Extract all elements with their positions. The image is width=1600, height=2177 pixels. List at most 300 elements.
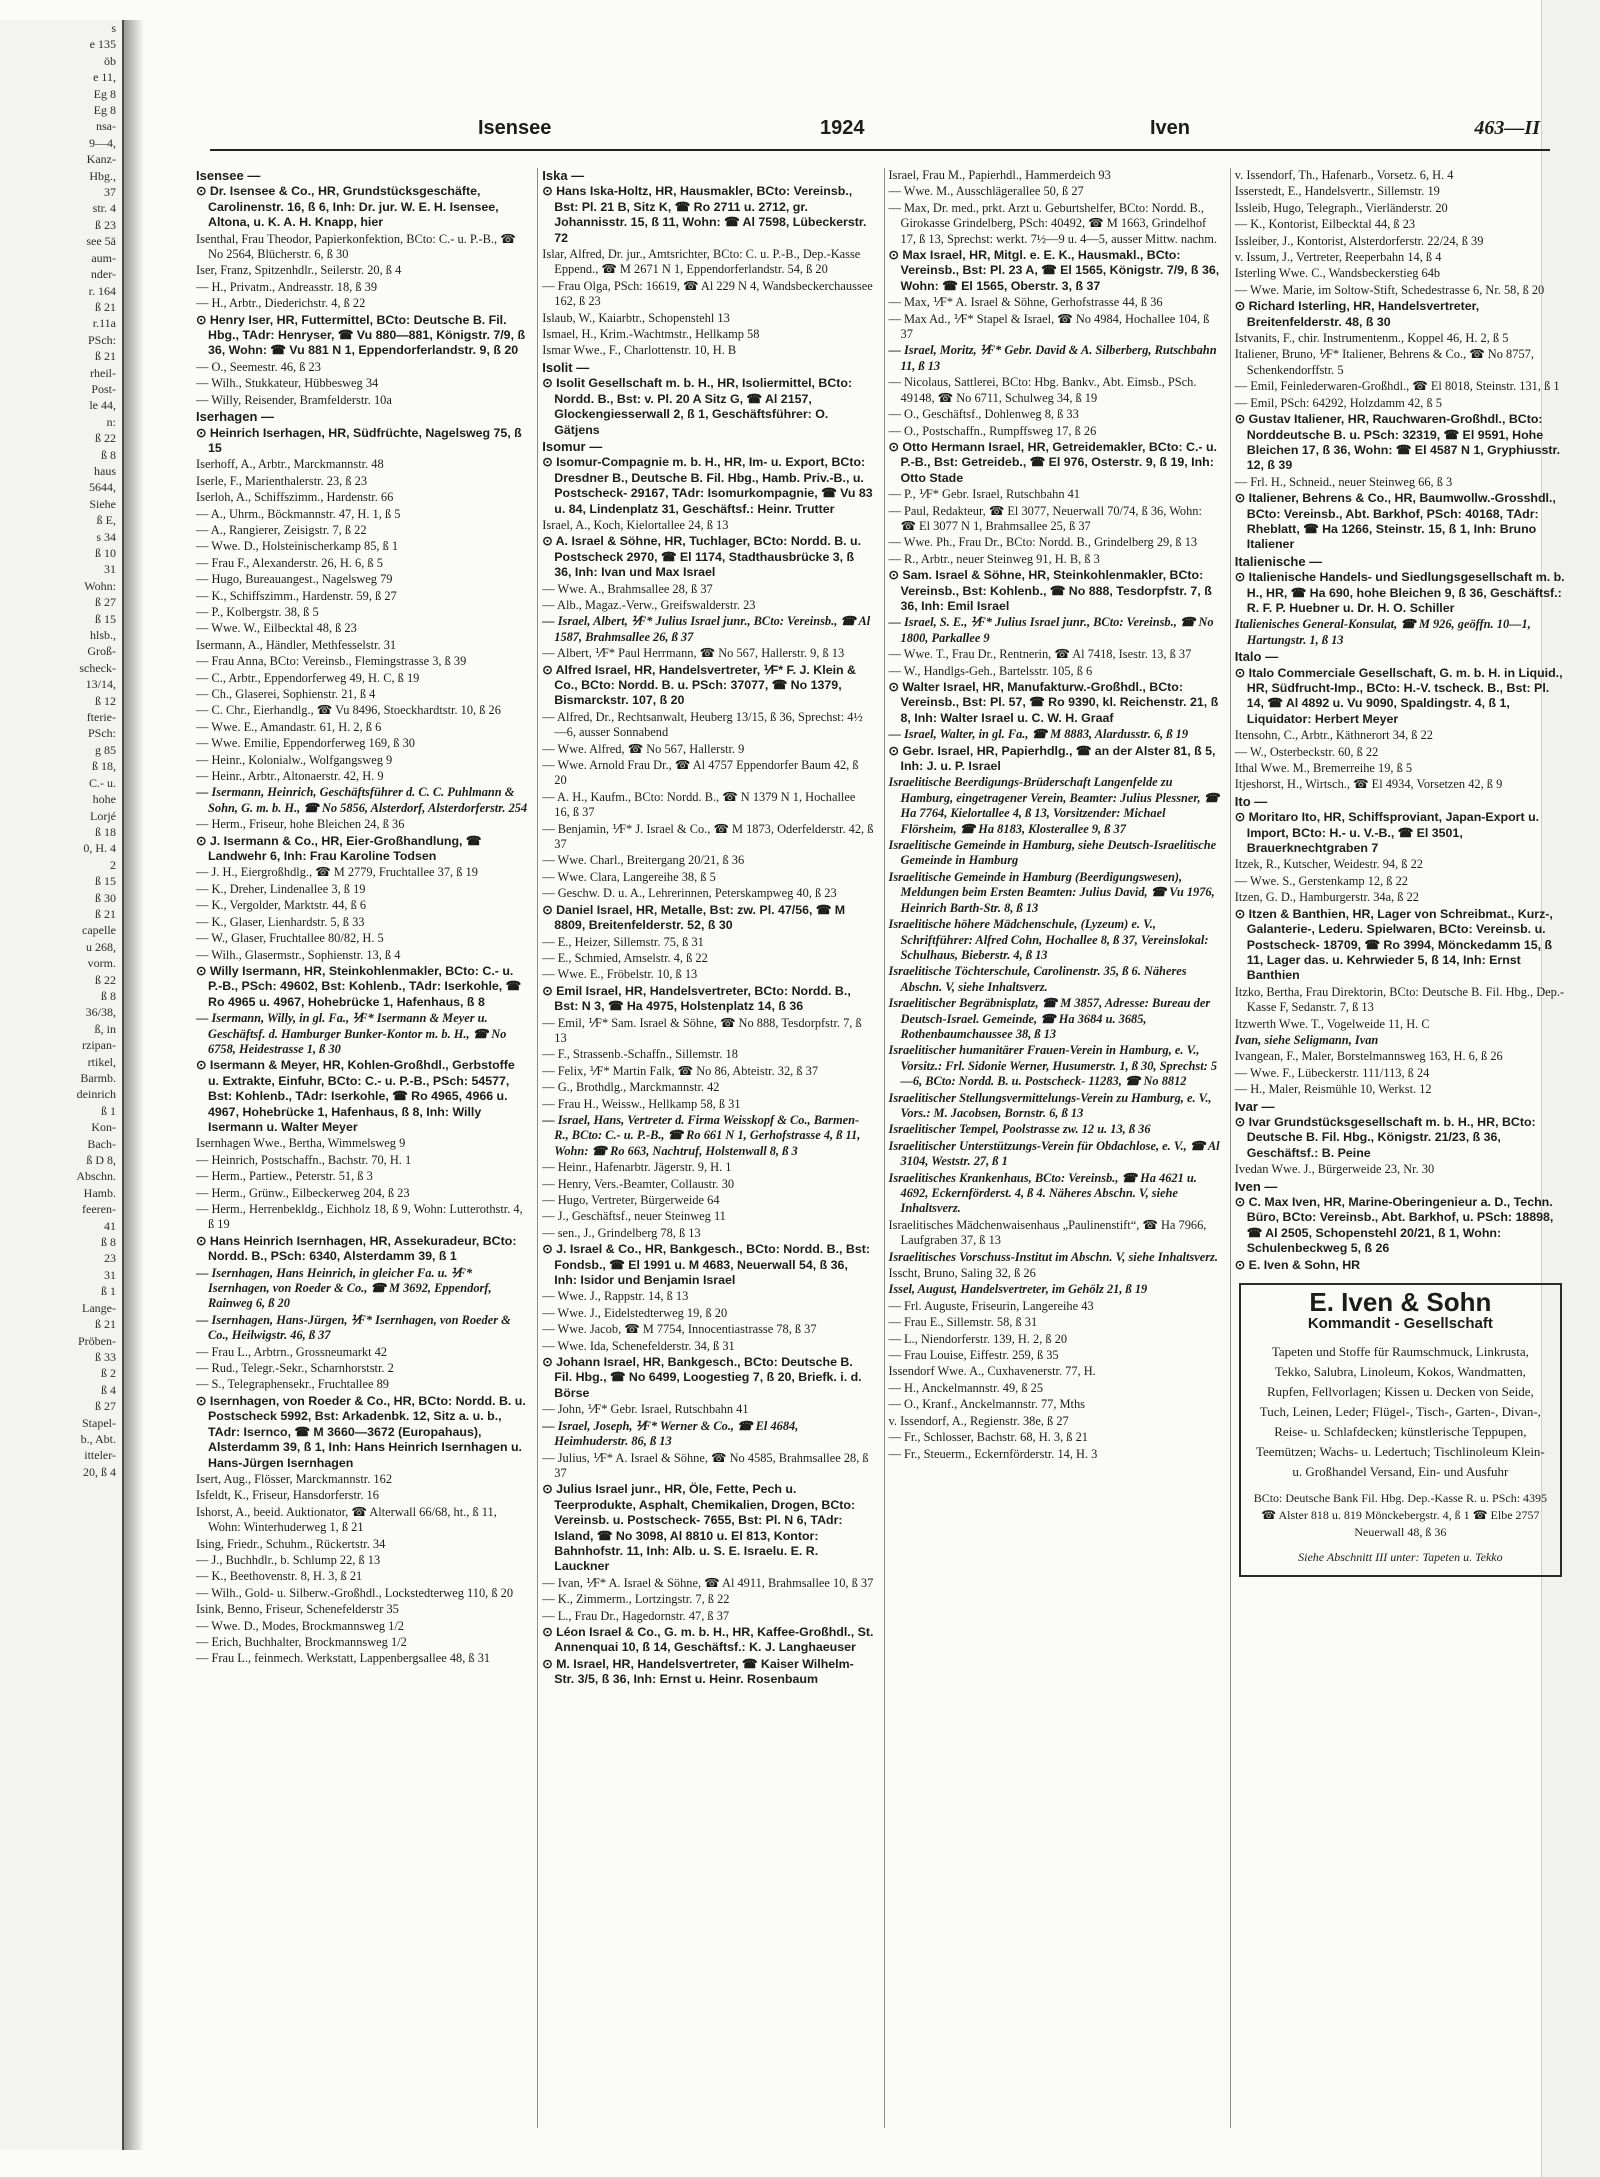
directory-entry: — Alb., Magaz.-Verw., Greifswalderstr. 23	[542, 597, 756, 612]
directory-entry: — J. H., Eiergroßhdlg., ☎ M 2779, Fruchtallee 37, ß 19	[196, 865, 478, 880]
directory-entry: — Israel, S. E., ⅟F* Julius Israel junr., BCto: Vereinsb., ☎ No 1800, Parkallee 9	[888, 615, 1214, 645]
directory-entry: ⊙ Italienische Handels- und Siedlungsgesellschaft m. b. H., HR, ☎ Ha 690, hohe Bleichen 9, ß 36, Geschäftsf.: R. F. P. Huebner u. Dr. H. O. Schiller	[1234, 570, 1565, 615]
directory-entry: Israelitisches Krankenhaus, BCto: Vereinsb., ☎ Ha 4621 u. 4692, Eckernförderst. 4, ß 4. Näheres Abschn. V, siehe Inhaltsverz.	[888, 1170, 1197, 1216]
directory-entry: ⊙ Isomur-Compagnie m. b. H., HR, Im- u. Export, BCto: Dresdner B., Deutsche B. Fil. Hbg., Hamb. Priv.-B., u. Postscheck- 29167, TAdr: Isomurkompagnie, ☎ Vu 83 u. 84, Lindenplatz 31, Geschäftsf.: Heinr. Trutter	[542, 455, 873, 516]
edge-fragment: Abschn.	[76, 1169, 116, 1184]
directory-entry: v. Issum, J., Vertreter, Reeperbahn 14, ß 4	[1234, 250, 1442, 265]
directory-entry: — Fr., Schlosser, Bachstr. 68, H. 3, ß 21	[888, 1430, 1088, 1445]
edge-fragment: ß 21	[95, 349, 116, 364]
directory-entry: Italienisches General-Konsulat, ☎ M 926, geöffn. 10—1, Hartungstr. 1, ß 13	[1234, 617, 1531, 647]
directory-entry: — H., Arbtr., Diederichstr. 4, ß 22	[196, 296, 366, 311]
directory-entry: — Frau L., Arbtrn., Grossneumarkt 42	[196, 1344, 387, 1359]
edge-fragment: Eg 8	[93, 86, 116, 101]
directory-entry: — J., Buchhdlr., b. Schlump 22, ß 13	[196, 1552, 381, 1567]
column-2	[537, 168, 873, 2128]
edge-fragment: deinrich	[76, 1087, 116, 1102]
directory-entry: ⊙ Hans Iska-Holtz, HR, Hausmakler, BCto: Vereinsb., Bst: Pl. 21 B, Sitz K, ☎ Ro 2711 u. 2712, gr. Johannisstr. 15, ß 11, Wohn: ☎ Al 7598, Lübeckerstr. 72	[542, 184, 867, 245]
directory-entry: Iser, Franz, Spitzenhdlr., Seilerstr. 20, ß 4	[196, 263, 402, 278]
directory-entry: Ithal Wwe. M., Bremerreihe 19, ß 5	[1234, 761, 1413, 776]
directory-entry: — Frl. H., Schneid., neuer Steinweg 66, ß 3	[1234, 474, 1453, 489]
edge-fragment: ß 1	[101, 1103, 116, 1118]
ad-note: Siehe Abschnitt III unter: Tapeten u. Tekko	[1298, 1549, 1503, 1564]
directory-entry: — C. Chr., Eierhandlg., ☎ Vu 8496, Stoeckhardtstr. 10, ß 26	[196, 703, 501, 718]
edge-fragment: Pröben-	[78, 1333, 116, 1348]
directory-entry: — Wilh., Stukkateur, Hübbesweg 34	[196, 376, 379, 391]
directory-entry: Itzen, G. D., Hamburgerstr. 34a, ß 22	[1234, 890, 1419, 905]
ad-contact: BCto: Deutsche Bank Fil. Hbg. Dep.-Kasse R. u. PSch: 4395 ☎ Alster 818 u. 819 Mönckebergstr. 4, ß 1 ☎ Elbe 2757 Neuerwall 48, ß 36	[1253, 1490, 1548, 1539]
directory-entry: — Wwe. Ph., Frau Dr., BCto: Nordd. B., Grindelberg 29, ß 13	[888, 535, 1198, 550]
directory-entry: — J., Geschäftsf., neuer Steinweg 11	[542, 1209, 726, 1224]
directory-entry: — Frau Olga, PSch: 16619, ☎ Al 229 N 4, Wandsbeckerchaussee 162, ß 23	[542, 278, 873, 309]
section-heading: Ivar —	[1234, 1098, 1275, 1114]
section-heading: Iserhagen —	[196, 409, 275, 425]
section-heading: Ito —	[1234, 793, 1268, 809]
directory-entry: — Erich, Buchhalter, Brockmannsweg 1/2	[196, 1634, 407, 1649]
edge-fragment: n:	[106, 414, 116, 429]
edge-fragment: str. 4	[92, 201, 116, 216]
header-year: 1924	[820, 117, 865, 139]
directory-entry: ⊙ Italiener, Behrens & Co., HR, Baumwollw.-Grosshdl., BCto: Vereinsb., Abt. Barkhof, PSch: 40168, TAdr: Rheblatt, ☎ Ha 1266, Steinstr. 15, ß 1, Inh: Bruno Italiener	[1234, 491, 1556, 552]
directory-entry: Israelitische Gemeinde in Hamburg, siehe Deutsch-Israelitische Gemeinde in Hamburg	[888, 838, 1217, 868]
directory-entry: — Heinr., Arbtr., Altonaerstr. 42, H. 9	[196, 769, 384, 784]
edge-fragment: 5644,	[89, 480, 116, 495]
edge-fragment: ß 27	[95, 595, 116, 610]
directory-entry: ⊙ Gustav Italiener, HR, Rauchwaren-Großhdl., BCto: Norddeutsche B. u. PSch: 32319, ☎ El 9591, Hohe Bleichen 17, ß 36, Wohn: ☎ El 4587 N 1, Gryphiusstr. 12, ß 39	[1234, 412, 1561, 473]
directory-entry: ⊙ Léon Israel & Co., G. m. b. H., HR, Kaffee-Großhdl., St. Annenquai 10, ß 14, Geschäftsf.: K. J. Langhaeuser	[542, 1624, 874, 1655]
directory-entry: Itjeshorst, H., Wirtsch., ☎ El 4934, Vorsetzen 42, ß 9	[1234, 777, 1503, 792]
directory-entry: — Hugo, Bureauangest., Nagelsweg 79	[196, 572, 393, 587]
directory-entry: — K., Glaser, Lienhardstr. 5, ß 33	[196, 914, 365, 929]
directory-entry: — Emil, ⅟F* Sam. Israel & Söhne, ☎ No 888, Tesdorpfstr. 7, ß 13	[542, 1015, 862, 1045]
edge-fragment: 31	[104, 1267, 116, 1282]
directory-entry: — Max Ad., ⅟F* Stapel & Israel, ☎ No 4984, Hochallee 104, ß 37	[888, 311, 1210, 342]
edge-fragment: Groß-	[87, 644, 116, 659]
directory-entry: — W., Handlgs-Geh., Bartelsstr. 105, ß 6	[888, 663, 1093, 678]
directory-entry: Iserle, F., Marienthalerstr. 23, ß 23	[196, 473, 368, 488]
directory-entry: Israelitische Töchterschule, Carolinenstr. 35, ß 6. Näheres Abschn. V, siehe Inhaltsverz.	[888, 964, 1187, 994]
directory-entry: ⊙ Italo Commerciale Gesellschaft, G. m. b. H. in Liquid., HR, Südfrucht-Imp., BCto: H.-V. tscheck. B., Bst: Pl. 14, ☎ Al 4892 u. Vu 9090, Spaldingstr. 4, ß 1, Liquidator: Herbert Meyer	[1234, 665, 1563, 726]
edge-fragment: ß 18	[95, 824, 116, 839]
directory-entry: — Wwe. T., Frau Dr., Rentnerin, ☎ Al 7418, Isestr. 13, ß 37	[888, 647, 1192, 662]
directory-entry: Isterling Wwe. C., Wandsbeckerstieg 64b	[1234, 266, 1441, 281]
edge-fragment: Eg 8	[93, 103, 116, 118]
directory-entry: — Frau H., Weissw., Hellkamp 58, ß 31	[542, 1096, 741, 1111]
directory-entry: Israelitischer Unterstützungs-Verein für Obdachlose, e. V., ☎ Al 3104, Weststr. 27, ß 1	[888, 1138, 1220, 1169]
binding-gutter	[124, 20, 144, 2150]
directory-entry: ⊙ Willy Isermann, HR, Steinkohlenmakler, BCto: C.- u. P.-B., PSch: 49602, Bst: Kohlenb., TAdr: Iserkohle, ☎ Ro 4965 u. 4967, Hohebrücke 1, Hafenhaus, ß 8	[196, 963, 522, 1009]
edge-fragment: 13/14,	[85, 677, 116, 692]
edge-fragment: ß 18,	[92, 759, 116, 774]
directory-entry: — Alfred, Dr., Rechtsanwalt, Heuberg 13/15, ß 36, Sprechst: 4½—6, ausser Sonnabend	[542, 709, 863, 740]
directory-entry: — Wwe. Charl., Breitergang 20/21, ß 36	[542, 853, 745, 868]
edge-fragment: hlsb.,	[89, 628, 116, 643]
edge-fragment: rzipan-	[82, 1038, 116, 1053]
directory-entry: Istvanits, F., chir. Instrumentenm., Koppel 46, H. 2, ß 5	[1234, 331, 1509, 346]
edge-fragment: ß 4	[101, 1382, 116, 1397]
ad-body: Tapeten und Stoffe für Raumschmuck, Linkrusta, Tekko, Salubra, Linoleum, Kokos, Wandmatten, Rupfen, Fellvorlagen; Kissen u. Decken von Seide, Tuch, Leinen, Leder; Flügel-, Tisch-, Garten-, Divan-, Reise- u. Schlafdecken; künstlerische Teppupen, Teemützen; Wachs- u. Ledertuch; Tischlinoleum Klein- u. Großhandel Versand, Ein- und Ausfuhr	[1255, 1343, 1545, 1479]
edge-fragment: ß 8	[101, 988, 116, 1003]
directory-entry: — Israel, Albert, ⅟F* Julius Israel junr., BCto: Vereinsb., ☎ Al 1587, Brahmsallee 26, ß 37	[542, 614, 871, 644]
column-4	[1230, 168, 1566, 2128]
directory-entry: ⊙ Sam. Israel & Söhne, HR, Steinkohlenmakler, BCto: Vereinsb., Bst: Kohlenb., ☎ No 888, Tesdorpfstr. 7, ß 36, Inh: Emil Israel	[888, 568, 1212, 613]
edge-fragment: g 85	[95, 742, 116, 757]
directory-entry: Itensohn, C., Arbtr., Käthnerort 34, ß 22	[1234, 728, 1433, 743]
directory-entry: — Wwe. D., Holsteinischerkamp 85, ß 1	[196, 539, 399, 554]
column-1	[196, 168, 527, 2128]
directory-entry: ⊙ Hans Heinrich Isernhagen, HR, Assekuradeur, BCto: Nordd. B., PSch: 6340, Alsterdamm 39, ß 1	[196, 1233, 517, 1264]
directory-entry: — Wwe. E., Amandastr. 61, H. 2, ß 6	[196, 719, 382, 734]
directory-entry: — Nicolaus, Sattlerei, BCto: Hbg. Bankv., Abt. Eimsb., PSch. 49148, ☎ No 6711, Schulweg 34, ß 19	[888, 375, 1197, 405]
directory-entry: — K., Vergolder, Marktstr. 44, ß 6	[196, 898, 367, 913]
directory-entry: — Benjamin, ⅟F* J. Israel & Co., ☎ M 1873, Oderfelderstr. 42, ß 37	[542, 821, 874, 852]
directory-entry: — O., Seemestr. 46, ß 23	[196, 359, 321, 374]
directory-entry: ⊙ Daniel Israel, HR, Metalle, Bst: zw. Pl. 47/56, ☎ M 8809, Breitenfelderstr. 52, ß 30	[542, 902, 846, 933]
directory-entry: Israelitisches Vorschuss-Institut im Abschn. V, siehe Inhaltsverz.	[888, 1249, 1218, 1264]
directory-entry: — Israel, Walter, in gl. Fa., ☎ M 8883, Alardusstr. 6, ß 19	[888, 727, 1189, 742]
edge-fragment: b., Abt.	[80, 1431, 116, 1446]
directory-entry: — Willy, Reisender, Bramfelderstr. 10a	[196, 392, 392, 407]
directory-entry: — Wwe. Clara, Langereihe 38, ß 5	[542, 869, 716, 884]
edge-fragment: Hbg.,	[89, 168, 116, 183]
directory-entry: — Frau E., Sillemstr. 58, ß 31	[888, 1315, 1038, 1330]
directory-entry: ⊙ E. Iven & Sohn, HR	[1234, 1257, 1361, 1272]
ad-subtitle: Kommandit - Gesellschaft	[1307, 1315, 1493, 1333]
directory-entry: — K., Kontorist, Eilbecktal 44, ß 23	[1234, 217, 1416, 232]
directory-entry: Isserstedt, E., Handelsvertr., Sillemstr. 19	[1234, 184, 1440, 199]
directory-entry: Islar, Alfred, Dr. jur., Amtsrichter, BCto: C. u. P.-B., Dep.-Kasse Eppend., ☎ M 2671 N 1, Eppendorferlandstr. 54, ß 20	[542, 247, 861, 277]
directory-entry: — L., Frau Dr., Hagedornstr. 47, ß 37	[542, 1608, 730, 1623]
edge-fragment: ß 2	[101, 1366, 116, 1381]
directory-entry: — Emil, Feinlederwaren-Großhdl., ☎ El 8018, Steinstr. 131, ß 1	[1234, 379, 1560, 394]
edge-fragment: ß 15	[95, 611, 116, 626]
directory-entry: — H., Maler, Reismühle 10, Werkst. 12	[1234, 1082, 1432, 1097]
edge-fragment: 31	[104, 562, 116, 577]
directory-entry: Ivedan Wwe. J., Bürgerweide 23, Nr. 30	[1234, 1162, 1435, 1177]
directory-entry: Israelitischer Tempel, Poolstrasse zw. 12 u. 13, ß 36	[888, 1122, 1151, 1137]
edge-fragment: ß 21	[95, 1317, 116, 1332]
edge-fragment: PSch:	[87, 726, 116, 741]
directory-entry: — P., Kolbergstr. 38, ß 5	[196, 604, 319, 619]
directory-entry: — Wwe. Jacob, ☎ M 7754, Innocentiastrasse 78, ß 37	[542, 1322, 817, 1337]
directory-entry: — Frau Anna, BCto: Vereinsb., Flemingstrasse 3, ß 39	[196, 654, 467, 669]
edge-fragment: u 268,	[86, 939, 116, 954]
directory-entry: Isert, Aug., Flösser, Marckmannstr. 162	[196, 1471, 393, 1486]
directory-entry: Issel, August, Handelsvertreter, im Gehölz 21, ß 19	[888, 1282, 1148, 1297]
section-heading: Iven —	[1234, 1178, 1278, 1194]
directory-entry: — K., Beethovenstr. 8, H. 3, ß 21	[196, 1569, 363, 1584]
edge-fragment: Post-	[91, 381, 116, 396]
directory-entry: ⊙ Otto Hermann Israel, HR, Getreidemakler, BCto: C.- u. P.-B., Bst: Getreideb., ☎ El 976, Osterstr. 9, ß 19, Inh: Otto Stade	[888, 439, 1217, 485]
column-4-entries	[1235, 168, 1566, 1273]
edge-fragment: 2	[110, 857, 116, 872]
directory-entry: — Isermann, Willy, in gl. Fa., ⅟F* Isermann & Meyer u. Geschäftsf. d. Hamburger Bunker-Kontor m. b. H., ☎ No 6758, Heidestrasse 1, ß 30	[196, 1011, 507, 1056]
edge-fragment: ß 33	[95, 1349, 116, 1364]
section-heading: Isensee —	[196, 168, 261, 183]
directory-entry: — A., Rangierer, Zeisigstr. 7, ß 22	[196, 522, 367, 537]
advertisement-box	[1239, 1283, 1562, 1577]
edge-fragment: fterie-	[86, 710, 116, 725]
directory-entry: v. Issendorf, Th., Hafenarb., Vorsetz. 6, H. 4	[1234, 168, 1454, 182]
edge-fragment: ß 10	[95, 546, 116, 560]
directory-entry: — Wwe. S., Gerstenkamp 12, ß 22	[1234, 873, 1408, 888]
edge-fragment: scheck-	[79, 660, 116, 675]
edge-fragment: ß 8	[101, 1235, 116, 1250]
directory-entry: — Ivan, ⅟F* A. Israel & Söhne, ☎ Al 4911, Brahmsallee 10, ß 37	[542, 1575, 874, 1590]
edge-fragment: feeren-	[82, 1202, 116, 1217]
directory-entry: Italiener, Bruno, ⅟F* Italiener, Behrens & Co., ☎ No 8757, Schenkendorffstr. 5	[1234, 347, 1534, 377]
directory-entry: — Frau Louise, Eiffestr. 259, ß 35	[888, 1348, 1059, 1363]
directory-entry: Isenthal, Frau Theodor, Papierkonfektion, BCto: C.- u. P.-B., ☎ No 2564, Blücherstr. 6, ß 30	[196, 231, 516, 262]
directory-entry: — E., Schmied, Amselstr. 4, ß 22	[542, 950, 708, 965]
directory-entry: ⊙ Isermann & Meyer, HR, Kohlen-Großhdl., Gerbstoffe u. Extrakte, Einfuhr, BCto: C.- u. P.-B., PSch: 54577, Bst: Kohlenb., TAdr: Iserkohle, ☎ Ro 4965, 4966 u. 4967, Hohebrücke 1, Hafenhaus, ß 8, Inh: Willy Isermann u. Walter Meyer	[196, 1058, 515, 1134]
edge-fragment: ß 21	[95, 299, 116, 314]
edge-fragment: s	[111, 21, 116, 35]
directory-entry: — O., Geschäftsf., Dohlenweg 8, ß 33	[888, 407, 1079, 422]
directory-entry: ⊙ Emil Israel, HR, Handelsvertreter, BCto: Nordd. B., Bst: N 3, ☎ Ha 4975, Holstenplatz 14, ß 36	[542, 983, 851, 1014]
edge-fragment: ß 21	[95, 906, 116, 921]
directory-entry: Israelitische höhere Mädchenschule, (Lyzeum) e. V., Schriftführer: Alfred Cohn, Hochallee 8, ß 37, Vereinslokal: Schulhaus, Bieberstr. 4, ß 13	[888, 917, 1209, 962]
section-heading: Isolit —	[542, 359, 590, 375]
directory-entry: Israelitisches Mädchenwaisenhaus „Paulinenstift“, ☎ Ha 7966, Laufgraben 37, ß 13	[888, 1217, 1207, 1248]
previous-page-edge	[0, 20, 124, 2150]
directory-entry: ⊙ C. Max Iven, HR, Marine-Oberingenieur a. D., Techn. Büro, BCto: Vereinsb., Abt. Barkhof, u. PSch: 18898, ☎ Al 2505, Schopenstehl 20/21, ß 1, Wohn: Schulenbeckweg 5, ß 26	[1234, 1195, 1554, 1256]
directory-entry: Israelitischer Stellungsvermittelungs-Verein zu Hamburg, e. V., Vors.: M. Jacobsen, Bornstr. 6, ß 13	[888, 1090, 1212, 1120]
directory-entry: Israelitische Beerdigungs-Brüderschaft Langenfelde zu Hamburg, eingetragener Verein, Beamter: Julius Plessner, ☎ Ha 7764, Kielortallee 4, ß 13, Vorsitzender: Michael Flörsheim, ☎ Ha 8183, Klosterallee 9, ß 37	[888, 775, 1220, 836]
directory-entry: — Israel, Moritz, ⅟F* Gebr. David & A. Silberberg, Rutschbahn 11, ß 13	[888, 343, 1217, 373]
edge-fragment: 41	[104, 1218, 116, 1233]
directory-entry: — John, ⅟F* Gebr. Israel, Rutschbahn 41	[542, 1402, 749, 1417]
directory-entry: — Heinr., Kolonialw., Wolfgangsweg 9	[196, 752, 393, 767]
directory-entry: ⊙ Henry Iser, HR, Futtermittel, BCto: Deutsche B. Fil. Hbg., TAdr: Henryser, ☎ Vu 880—881, Königstr. 7/9, ß 36, Wohn: ☎ Vu 881 N 1, Eppendorferlandstr. 9, ß 20	[196, 312, 526, 358]
edge-fragment: Barmb.	[80, 1071, 116, 1085]
directory-entry: — S., Telegraphensekr., Fruchtallee 89	[196, 1377, 389, 1392]
directory-entry: — Isernhagen, Hans Heinrich, in gleicher Fa. u. ⅟F* Isernhagen, von Roeder & Co., ☎ M 3692, Eppendorf, Rainweg 6, ß 20	[196, 1265, 492, 1311]
edge-fragment: Stapel-	[82, 1415, 116, 1430]
edge-fragment: C.- u.	[89, 775, 116, 790]
directory-entry: Itzek, R., Kutscher, Weidestr. 94, ß 22	[1234, 857, 1423, 872]
edge-fragment: ß, in	[94, 1021, 116, 1036]
directory-entry: — Frl. Auguste, Friseurin, Langereihe 43	[888, 1298, 1094, 1313]
directory-entry: — Wwe. W., Eilbecktal 48, ß 23	[196, 621, 357, 636]
section-heading: Italienische —	[1234, 553, 1323, 569]
edge-fragment: 23	[104, 1251, 116, 1266]
directory-columns	[196, 168, 1566, 2128]
edge-fragment: capelle	[82, 923, 116, 938]
directory-entry: Isernhagen Wwe., Bertha, Wimmelsweg 9	[196, 1136, 406, 1151]
edge-fragment: ß E,	[96, 513, 116, 528]
directory-entry: Israelitischer Begräbnisplatz, ☎ M 3857, Adresse: Bureau der Deutsch-Israel. Gemeinde, ☎ Ha 3684 u. 3685, Rothenbaumchaussee 38, ß 13	[888, 996, 1211, 1041]
directory-entry: — Heinr., Hafenarbtr. Jägerstr. 9, H. 1	[542, 1160, 732, 1175]
edge-fragment: ß 23	[95, 217, 116, 232]
directory-entry: Ismar Wwe., F., Charlottenstr. 10, H. B	[542, 343, 737, 358]
edge-fragment: Bach-	[87, 1136, 116, 1151]
directory-entry: ⊙ Heinrich Iserhagen, HR, Südfrüchte, Nagelsweg 75, ß 15	[196, 425, 522, 455]
directory-entry: ⊙ Walter Israel, HR, Manufakturw.-Großhdl., BCto: Vereinsb., Bst: Pl. 57, ☎ Ro 9390, kl. Reichenstr. 21, ß 8, Inh: Walter Israel u. C. W. H. Graaf	[888, 680, 1219, 725]
edge-fragment: ß 1	[101, 1284, 116, 1299]
directory-entry: Isfeldt, K., Friseur, Hansdorferstr. 16	[196, 1488, 379, 1503]
directory-entry: ⊙ Itzen & Banthien, HR, Lager von Schreibmat., Kurz-, Galanterie-, Lederu. Spielwaren, BCto: Vereinsb. u. Postscheck- 18709, ☎ Ro 3994, Mönckedamm 15, ß 11, Lager das. u. Kehrwieder 5, ß 14, Inh: Ernst Banthien	[1234, 906, 1553, 983]
directory-entry: Ising, Friedr., Schuhm., Rückertstr. 34	[196, 1536, 386, 1551]
directory-entry: Ivan, siehe Seligmann, Ivan	[1234, 1032, 1379, 1047]
directory-entry: — W., Glaser, Fruchtallee 80/82, H. 5	[196, 931, 384, 946]
directory-entry: Ismael, H., Krim.-Wachtmstr., Hellkamp 58	[542, 327, 760, 342]
directory-entry: — H., Anckelmannstr. 49, ß 25	[888, 1380, 1044, 1395]
directory-entry: — Herm., Herrenbekldg., Eichholz 18, ß 9, Wohn: Lutterothstr. 4, ß 19	[196, 1202, 523, 1232]
edge-fragment: itteler-	[84, 1448, 116, 1463]
directory-entry: — Wwe. Emilie, Eppendorferweg 169, ß 30	[196, 736, 415, 751]
directory-entry: — Geschw. D. u. A., Lehrerinnen, Peterskampweg 40, ß 23	[542, 886, 837, 901]
directory-entry: — Wilh., Glasermstr., Sophienstr. 13, ß 4	[196, 947, 401, 962]
directory-entry: ⊙ Alfred Israel, HR, Handelsvertreter, ⅟F* F. J. Klein & Co., BCto: Nordd. B. u. PSch: 37077, ☎ No 1379, Bismarckstr. 107, ß 20	[542, 662, 856, 708]
directory-entry: Ivangean, F., Maler, Borstelmannsweg 163, H. 6, ß 26	[1234, 1049, 1503, 1064]
edge-fragment: le 44,	[89, 398, 116, 413]
directory-entry: — Wwe. A., Brahmsallee 28, ß 37	[542, 581, 713, 596]
header-left-keyword: Isensee	[478, 117, 552, 139]
directory-entry: — Paul, Redakteur, ☎ El 3077, Neuerwall 70/74, ß 36, Wohn: ☎ El 3077 N 1, Brahmsallee 25, ß 37	[888, 503, 1202, 533]
directory-entry: ⊙ Dr. Isensee & Co., HR, Grundstücksgeschäfte, Carolinenstr. 16, ß 6, Inh: Dr. jur. W. E. H. Isensee, Altona, u. K. A. H. Knapp, hier	[196, 184, 499, 230]
directory-entry: Israelitischer humanitärer Frauen-Verein in Hamburg, e. V., Vorsitz.: Frl. Sidonie Werner, Husumerstr. 1, ß 30, Sprechst: 5—6, BCto: Nordd. B. u. Postscheck- 11283, ☎ No 8812	[888, 1043, 1218, 1089]
directory-entry: — Frau L., feinmech. Werkstatt, Lappenbergsallee 48, ß 31	[196, 1651, 491, 1666]
directory-entry: — Frau F., Alexanderstr. 26, H. 6, ß 5	[196, 555, 383, 570]
directory-entry: Israel, Frau M., Papierhdl., Hammerdeich 93	[888, 168, 1111, 182]
directory-entry: Issleiber, J., Kontorist, Alsterdorferstr. 22/24, ß 39	[1234, 233, 1484, 248]
directory-entry: — Isernhagen, Hans-Jürgen, ⅟F* Isernhagen, von Roeder & Co., Heilwigstr. 46, ß 37	[196, 1312, 511, 1343]
directory-entry: — W., Osterbeckstr. 60, ß 22	[1234, 744, 1379, 759]
directory-entry: — Rud., Telegr.-Sekr., Scharnhorststr. 2	[196, 1361, 394, 1376]
directory-entry: — A., Uhrm., Böckmannstr. 47, H. 1, ß 5	[196, 506, 401, 521]
directory-entry: — G., Brothdlg., Marckmannstr. 42	[542, 1080, 720, 1095]
directory-entry: ⊙ M. Israel, HR, Handelsvertreter, ☎ Kaiser Wilhelm-Str. 3/5, ß 36, Inh: Ernst u. Heinr. Rosenbaum	[542, 1656, 854, 1687]
directory-entry: ⊙ Gebr. Israel, HR, Papierhdlg., ☎ an der Alster 81, ß 5, Inh: J. u. P. Israel	[888, 743, 1216, 774]
edge-fragment: haus	[94, 463, 116, 478]
edge-fragment: ß 22	[95, 431, 116, 446]
edge-fragment: r. 164	[88, 283, 116, 298]
directory-entry: — Emil, PSch: 64292, Holzdamm 42, ß 5	[1234, 395, 1442, 410]
edge-fragment: rtikel,	[87, 1054, 116, 1069]
edge-fragment: ß 12	[95, 693, 116, 708]
directory-entry: — C., Arbtr., Eppendorferweg 49, H. C, ß 19	[196, 670, 420, 685]
directory-entry: Israelitische Gemeinde in Hamburg (Beerdigungswesen), Meldungen beim Ersten Beamten: Julius David, ☎ Vu 1976, Heinrich Barth-Str. 8, ß 13	[888, 869, 1215, 915]
directory-entry: — Wwe. Arnold Frau Dr., ☎ Al 4757 Eppendorfer Baum 42, ß 20	[542, 758, 859, 788]
directory-entry: — Wwe. M., Ausschlägerallee 50, ß 27	[888, 184, 1084, 199]
directory-entry: — K., Dreher, Lindenallee 3, ß 19	[196, 881, 366, 896]
directory-entry: ⊙ Isernhagen, von Roeder & Co., HR, BCto: Nordd. B. u. Postscheck 5992, Bst: Arkadenbk. 12, Sitz a. u. b., TAdr: Isernco, ☎ M 3660—3672 (Europahaus), Alsterdamm 39, ß 1, Inh: Hans Heinrich Isernhagen u. Hans-Jürgen Isernhagen	[196, 1393, 526, 1470]
edge-fragment: 37	[104, 185, 116, 200]
directory-entry: v. Issendorf, A., Regienstr. 38e, ß 27	[888, 1413, 1069, 1428]
directory-entry: — Ch., Glaserei, Sophienstr. 21, ß 4	[196, 687, 376, 701]
directory-entry: Itzwerth Wwe. T., Vogelweide 11, H. C	[1234, 1016, 1430, 1031]
edge-fragment: Kanz-	[86, 152, 116, 167]
edge-fragment: PSch:	[87, 332, 116, 347]
edge-fragment: see 5ä	[86, 234, 116, 249]
directory-entry: — E., Heizer, Sillemstr. 75, ß 31	[542, 934, 704, 949]
directory-entry: — sen., J., Grindelberg 78, ß 13	[542, 1225, 701, 1240]
directory-entry: — Wwe. J., Eidelstedterweg 19, ß 20	[542, 1305, 728, 1320]
directory-entry: — Felix, ⅟F* Martin Falk, ☎ No 86, Abteistr. 32, ß 37	[542, 1063, 819, 1078]
column-3	[884, 168, 1220, 2128]
directory-entry: — R., Arbtr., neuer Steinweg 91, H. B, ß 3	[888, 551, 1100, 566]
directory-entry: — H., Privatm., Andreasstr. 18, ß 39	[196, 279, 378, 294]
directory-entry: — K., Schiffszimm., Hardenstr. 59, ß 27	[196, 588, 397, 603]
directory-entry: — Israel, Joseph, ⅟F* Werner & Co., ☎ El 4684, Heimhuderstr. 86, ß 13	[542, 1418, 799, 1449]
directory-entry: ⊙ Max Israel, HR, Mitgl. e. E. K., Hausmakl., BCto: Vereinsb., Bst: Pl. 23 A, ☎ El 1565, Königstr. 7/9, ß 36, Wohn: ☎ El 1565, Oberstr. 3, ß 37	[888, 248, 1220, 293]
directory-entry: Iserhoff, A., Arbtr., Marckmannstr. 48	[196, 457, 384, 472]
edge-fragment: Lange-	[82, 1300, 116, 1315]
directory-entry: Ishorst, A., beeid. Auktionator, ☎ Alterwall 66/68, ht., ß 11, Wohn: Winterhuderweg 1, ß 21	[196, 1504, 497, 1535]
directory-entry: — P., ⅟F* Gebr. Israel, Rutschbahn 41	[888, 487, 1081, 502]
edge-fragment: ß 30	[95, 890, 116, 905]
directory-entry: — Wwe. Marie, im Soltow-Stift, Schedestrasse 6, Nr. 58, ß 20	[1234, 282, 1545, 297]
edge-fragment: r.11a	[92, 316, 116, 331]
directory-entry: — O., Kranf., Anckelmannstr. 77, Mths	[888, 1397, 1086, 1412]
directory-entry: Issleib, Hugo, Telegraph., Vierländerstr. 20	[1234, 200, 1448, 215]
directory-entry: ⊙ A. Israel & Söhne, HR, Tuchlager, BCto: Nordd. B. u. Postscheck 2970, ☎ El 1174, Stadthausbrücke 3, ß 36, Inh: Ivan und Max Israel	[542, 534, 862, 580]
edge-fragment: e 135	[89, 37, 116, 52]
directory-entry: ⊙ Ivar Grundstücksgesellschaft m. b. H., HR, BCto: Deutsche B. Fil. Hbg., Königstr. 21/23, ß 36, Geschäftsf.: B. Peine	[1234, 1114, 1536, 1160]
directory-entry: Isermann, A., Händler, Methfesselstr. 31	[196, 637, 397, 652]
directory-entry: — K., Zimmerm., Lortzingstr. 7, ß 22	[542, 1592, 730, 1607]
edge-fragment: ß 22	[95, 972, 116, 987]
edge-fragment: ß D 8,	[86, 1153, 116, 1168]
directory-entry: — Max, Dr. med., prkt. Arzt u. Geburtshelfer, BCto: Nordd. B., Girokasse Grindelberg, PSch: 40492, ☎ M 1663, Grindelhof 17, ß 13, Sprechst: werkt. 7½—9 u. 4—5, ausser Mittw. nachm.	[888, 200, 1217, 246]
edge-fragment: e 11,	[93, 70, 116, 85]
edge-fragment: 20, ß 4	[83, 1464, 116, 1479]
directory-entry: ⊙ J. Israel & Co., HR, Bankgesch., BCto: Nordd. B., Bst: Fondsb., ☎ El 1991 u. M 4683, Neuerwall 54, ß 36, Inh: Isidor und Benjamin Israel	[542, 1242, 871, 1288]
directory-entry: — Israel, Hans, Vertreter d. Firma Weisskopf & Co., Barmen-R., BCto: C.- u. P.-B., ☎ Ro 661 N 1, Gerhofstrasse 4, ß 11, Wohn: ☎ Ro 663, Nachtruf, Holstenwall 8, ß 3	[542, 1112, 861, 1158]
edge-fragment: Kon-	[91, 1120, 116, 1135]
directory-entry: — Wwe. F., Lübeckerstr. 111/113, ß 24	[1234, 1065, 1430, 1080]
directory-entry: — O., Postschaffn., Rumpffsweg 17, ß 26	[888, 423, 1097, 438]
directory-entry: — F., Strassenb.-Schaffn., Sillemstr. 18	[542, 1047, 738, 1062]
edge-fragment: 36/38,	[85, 1005, 116, 1020]
directory-entry: — Wilh., Gold- u. Silberw.-Großhdl., Lockstedterweg 110, ß 20	[196, 1585, 514, 1600]
directory-entry: — Herm., Grünw., Eilbeckerweg 204, ß 23	[196, 1185, 410, 1200]
directory-entry: — Isermann, Heinrich, Geschäftsführer d. C. C. Puhlmann & Sohn, G. m. b. H., ☎ No 5856, Alsterdorf, Alsterdorferstr. 254	[196, 785, 528, 815]
directory-entry: — L., Niendorferstr. 139, H. 2, ß 20	[888, 1331, 1068, 1346]
edge-fragment: Wohn:	[84, 578, 116, 593]
directory-entry: — Henry, Vers.-Beamter, Collaustr. 30	[542, 1176, 735, 1191]
edge-fragment: ß 15	[95, 874, 116, 889]
directory-entry: Isink, Benno, Friseur, Schenefelderstr 35	[196, 1602, 399, 1617]
directory-entry: ⊙ Julius Israel junr., HR, Öle, Fette, Pech u. Teerprodukte, Asphalt, Chemikalien, Drogen, BCto: Vereinsb. u. Postscheck- 7655, Bst: Pl. N 6, TAdr: Island, ☎ No 3098, Al 8810 u. El 813, Kontor: Bahnhofstr. 11, Inh: Alb. u. S. E. Israelu. E. R. Lauckner	[542, 1482, 856, 1574]
edge-fragment: nsa-	[96, 119, 116, 134]
directory-entry: Israel, A., Koch, Kielortallee 24, ß 13	[542, 517, 729, 532]
directory-entry: Iserloh, A., Schiffszimm., Hardenstr. 66	[196, 490, 394, 505]
directory-entry: — Wwe. J., Rappstr. 14, ß 13	[542, 1289, 689, 1304]
directory-entry: — Wwe. E., Fröbelstr. 10, ß 13	[542, 967, 698, 982]
directory-entry: ⊙ J. Isermann & Co., HR, Eier-Großhandlung, ☎ Landwehr 6, Inh: Frau Karoline Todsen	[196, 833, 482, 864]
edge-fragment: vorm.	[87, 956, 116, 971]
edge-fragment: hohe	[92, 792, 116, 807]
page-number: 463—II	[1474, 117, 1540, 139]
directory-entry: — A. H., Kaufm., BCto: Nordd. B., ☎ N 1379 N 1, Hochallee 16, ß 37	[542, 789, 856, 820]
directory-entry: — Max, ⅟F* A. Israel & Söhne, Gerhofstrasse 44, ß 36	[888, 295, 1163, 310]
edge-fragment: rheil-	[90, 365, 116, 380]
edge-fragment: ß 27	[95, 1399, 116, 1414]
directory-entry: ⊙ Richard Isterling, HR, Handelsvertreter, Breitenfelderstr. 48, ß 30	[1234, 299, 1480, 329]
directory-entry: — Julius, ⅟F* A. Israel & Söhne, ☎ No 4585, Brahmsallee 28, ß 37	[542, 1450, 869, 1480]
directory-entry: — Wwe. Alfred, ☎ No 567, Hallerstr. 9	[542, 741, 745, 756]
directory-entry: ⊙ Isolit Gesellschaft m. b. H., HR, Isoliermittel, BCto: Nordd. B., Bst: v. Pl. 20 A Sitz G, ☎ Al 2157, Glockengiesserwall 2, ß 1, Geschäftsführer: O. Gätjens	[542, 376, 853, 437]
edge-fragment: 9—4,	[89, 135, 116, 150]
directory-entry: — Wwe. Ida, Schenefelderstr. 34, ß 31	[542, 1338, 735, 1353]
directory-entry: — Albert, ⅟F* Paul Herrmann, ☎ No 567, Hallerstr. 9, ß 13	[542, 646, 845, 661]
edge-fragment: Hamb.	[83, 1185, 116, 1200]
edge-fragment: 0, H. 4	[83, 841, 116, 856]
edge-fragment: öb	[104, 53, 116, 68]
directory-entry: — Heinrich, Postschaffn., Bachstr. 70, H. 1	[196, 1152, 412, 1167]
directory-entry: Issendorf Wwe. A., Cuxhavenerstr. 77, H.	[888, 1364, 1096, 1379]
